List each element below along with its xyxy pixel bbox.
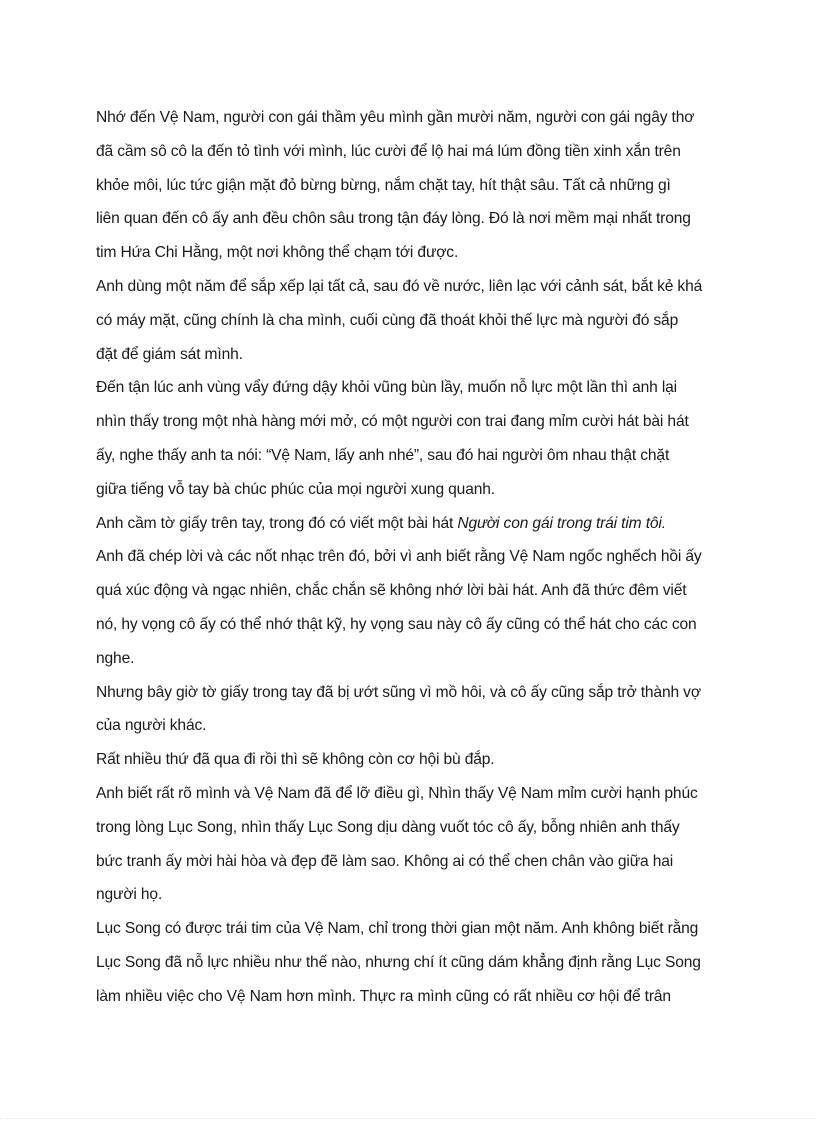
text-line: Lục Song có được trái tim của Vệ Nam, chỉ trong thời gian một năm. Anh không biết rằng	[96, 920, 699, 938]
text-line: đã cầm sô cô la đến tỏ tình với mình, lúc cười để lộ hai má lúm đồng tiền xinh xắn trên	[96, 142, 681, 160]
text-line: giữa tiếng vỗ tay bà chúc phúc của mọi người xung quanh.	[96, 480, 495, 498]
text-line: Nhớ đến Vệ Nam, người con gái thầm yêu mình gần mười năm, người con gái ngây thơ	[96, 109, 695, 126]
text-line: liên quan đến cô ấy anh đều chôn sâu trong tận đáy lòng. Đó là nơi mềm mại nhất trong	[96, 210, 691, 228]
text-line: người họ.	[96, 886, 163, 904]
text-line: tim Hứa Chi Hằng, một nơi không thể chạm tới được.	[96, 244, 459, 262]
text-line: trong lòng Lục Song, nhìn thấy Lục Song dịu dàng vuốt tóc cô ấy, bỗng nhiên anh thấy	[96, 818, 680, 836]
text-line: của người khác.	[96, 717, 207, 735]
text-line: Anh dùng một năm để sắp xếp lại tất cả, sau đó về nước, liên lạc với cảnh sát, bắt kẻ khá	[96, 277, 703, 295]
text-line: đặt để giám sát mình.	[96, 345, 243, 363]
text-line: Rất nhiều thứ đã qua đi rồi thì sẽ không còn cơ hội bù đắp.	[96, 751, 495, 769]
text-line: Đến tận lúc anh vùng vẩy đứng dậy khỏi vũng bùn lầy, muốn nỗ lực một lần thì anh lại	[96, 379, 677, 397]
text-line: nó, hy vọng cô ấy có thể nhớ thật kỹ, hy vọng sau này cô ấy cũng có thể hát cho các con	[96, 615, 697, 633]
song-title: Người con gái trong trái tim tôi.	[457, 514, 666, 532]
text-line-lead: Anh cầm tờ giấy trên tay, trong đó có viết một bài hát	[96, 514, 458, 532]
text-line-with-song-title	[96, 507, 730, 541]
body-text	[96, 101, 730, 1014]
text-line: Anh biết rất rõ mình và Vệ Nam đã để lỡ điều gì, Nhìn thấy Vệ Nam mỉm cười hạnh phúc	[96, 784, 698, 802]
text-line: bức tranh ấy mời hài hòa và đẹp đẽ làm sao. Không ai có thể chen chân vào giữa hai	[96, 852, 674, 870]
text-line: khỏe môi, lúc tức giận mặt đỏ bừng bừng, nắm chặt tay, hít thật sâu. Tất cả những gì	[96, 176, 671, 194]
text-line: làm nhiều việc cho Vệ Nam hơn mình. Thực ra mình cũng có rất nhiều cơ hội để trân	[96, 987, 671, 1005]
text-line: nghe.	[96, 649, 135, 667]
page-bottom-divider	[0, 1118, 816, 1119]
text-line: nhìn thấy trong một nhà hàng mới mở, có một người con trai đang mỉm cười hát bài hát	[96, 413, 689, 431]
text-line: có máy mặt, cũng chính là cha mình, cuối cùng đã thoát khỏi thế lực mà người đó sắp	[96, 311, 679, 329]
text-line: Lục Song đã nỗ lực nhiều như thế nào, nhưng chí ít cũng dám khẳng định rằng Lục Song	[96, 953, 701, 971]
text-line: quá xúc động và ngạc nhiên, chắc chắn sẽ không nhớ lời bài hát. Anh đã thức đêm viết	[96, 582, 687, 600]
text-line: Nhưng bây giờ tờ giấy trong tay đã bị ướt sũng vì mồ hôi, và cô ấy cũng sắp trở thành vợ	[96, 683, 701, 701]
text-line: ấy, nghe thấy anh ta nói: “Vệ Nam, lấy anh nhé”, sau đó hai người ôm nhau thật chặt	[96, 446, 670, 464]
text-line: Anh đã chép lời và các nốt nhạc trên đó, bởi vì anh biết rằng Vệ Nam ngốc nghếch hồi ấy	[96, 548, 702, 566]
